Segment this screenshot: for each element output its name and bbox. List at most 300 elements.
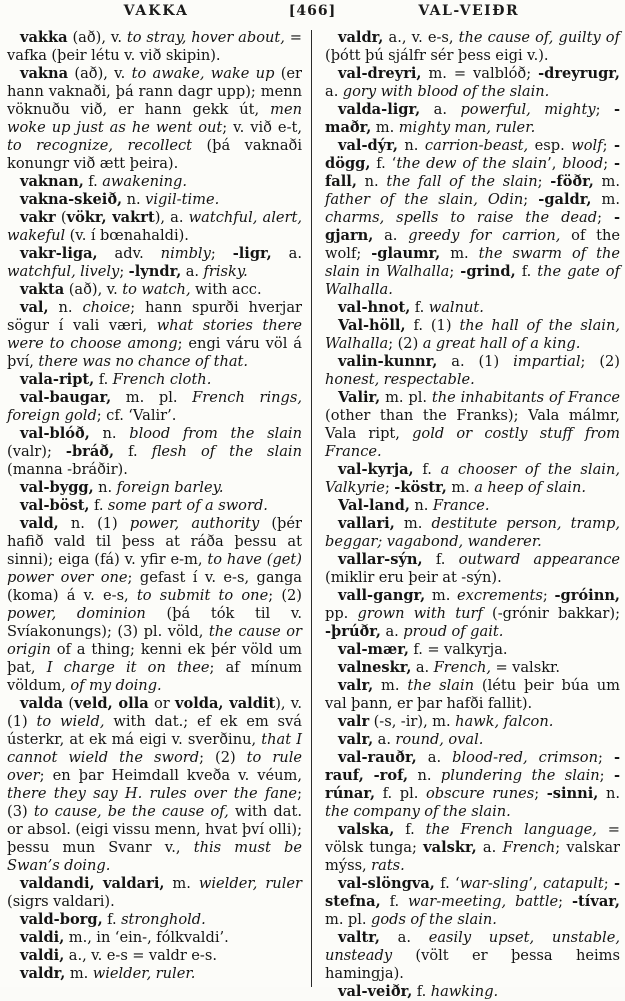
entry-segment: (miklir eru þeir at -sýn).: [325, 569, 502, 586]
entry-segment: with dat.; ef ek em svá ústerkr, at ek má eigi v. sverðinu,: [7, 713, 302, 748]
dictionary-entry: [7, 29, 302, 65]
dictionary-entry: [325, 875, 620, 929]
entry-segment: (manna -bráðir).: [7, 461, 128, 478]
entry-segment: f.: [423, 551, 459, 568]
entry-segment: valdandi, valdari,: [20, 875, 164, 892]
entry-segment: vigil-time.: [145, 191, 219, 208]
entry-segment: a chooser of the slain, Valkyrie: [325, 461, 620, 496]
entry-segment: m.: [371, 119, 398, 136]
entry-segment: m. pl.: [380, 389, 432, 406]
dictionary-entry: [325, 317, 620, 353]
text-columns: [0, 29, 625, 987]
entry-segment: pp.: [325, 605, 358, 622]
entry-segment: ; (2): [268, 587, 302, 604]
entry-segment: the swarm of the slain in Walhalla: [325, 245, 620, 280]
entry-segment: valdr,: [20, 965, 65, 982]
entry-segment: vakka: [20, 29, 68, 46]
dictionary-entry: [7, 911, 302, 929]
entry-segment: ), v. (1): [7, 695, 302, 730]
entry-segment: (völt er þessa heims hamingja).: [325, 947, 620, 982]
dictionary-entry: [325, 587, 620, 641]
entry-segment: m.: [594, 173, 620, 190]
entry-segment: (: [63, 695, 74, 712]
entry-segment: (valr);: [7, 443, 66, 460]
entry-segment: a.: [420, 101, 460, 118]
dictionary-entry: [7, 515, 302, 695]
entry-segment: France.: [433, 497, 490, 514]
entry-segment: ’,: [547, 155, 562, 172]
entry-segment: frisky.: [204, 263, 248, 280]
entry-segment: blood-red, crimson: [452, 749, 598, 766]
entry-segment: n.: [357, 173, 386, 190]
entry-segment: flesh of the slain: [152, 443, 302, 460]
entry-segment: a.: [417, 749, 452, 766]
entry-segment: ; v. við e-t,: [222, 119, 302, 136]
entry-segment: that I cannot wield the sword: [7, 731, 302, 766]
entry-segment: ;: [449, 263, 460, 280]
entry-segment: m. = valblóð;: [422, 65, 539, 82]
dictionary-entry: [325, 983, 620, 1001]
entry-segment: French,: [434, 659, 491, 676]
entry-segment: val-bygg,: [20, 479, 94, 496]
entry-segment: greedy for carrion,: [408, 227, 560, 244]
dictionary-entry: [7, 497, 302, 515]
entry-segment: choice: [82, 299, 130, 316]
entry-segment: val,: [20, 299, 49, 316]
dictionary-entry: [7, 479, 302, 497]
entry-segment: ;: [538, 173, 551, 190]
entry-segment: -maðr,: [325, 101, 620, 136]
entry-segment: ; af mínum völdum,: [7, 659, 302, 694]
entry-segment: stronghold.: [121, 911, 206, 928]
entry-segment: f.: [90, 497, 108, 514]
dictionary-entry: [325, 389, 620, 461]
entry-segment: a.: [373, 227, 408, 244]
entry-segment: valskr,: [423, 839, 477, 856]
entry-segment: a.: [272, 245, 302, 262]
dictionary-entry: [325, 929, 620, 983]
entry-segment: valdr,: [338, 29, 383, 46]
entry-segment: (þá vaknaði konungr við ætt þeira).: [7, 137, 302, 172]
entry-segment: val-dreyri,: [338, 65, 422, 82]
entry-segment: blood from the slain: [129, 425, 302, 442]
entry-segment: m.: [65, 965, 92, 982]
entry-segment: ;: [596, 101, 614, 118]
entry-segment: n.: [90, 425, 129, 442]
entry-segment: to rule over: [7, 749, 302, 784]
entry-segment: to have (get) power over one: [7, 551, 302, 586]
entry-segment: m. pl.: [325, 911, 371, 928]
entry-segment: m.: [440, 245, 478, 262]
entry-segment: (-grónir bakkar);: [483, 605, 620, 622]
dictionary-entry: [7, 929, 302, 947]
entry-segment: gold or costly stuff from France.: [325, 425, 620, 460]
entry-segment: f.: [114, 443, 152, 460]
entry-segment: = völsk tunga;: [325, 821, 620, 856]
entry-segment: vald,: [20, 515, 59, 532]
entry-segment: valr,: [338, 731, 373, 748]
dictionary-entry: [7, 389, 302, 425]
entry-segment: -dreyrugr,: [538, 65, 620, 82]
entry-segment: a.: [373, 731, 395, 748]
entry-segment: -bráð,: [66, 443, 114, 460]
column-right: [325, 29, 625, 987]
entry-segment: valtr,: [338, 929, 380, 946]
entry-segment: n. (1): [59, 515, 130, 532]
entry-segment: ;: [119, 263, 128, 280]
entry-segment: to cause, be the cause of,: [34, 803, 229, 820]
entry-segment: valneskr,: [338, 659, 411, 676]
entry-segment: (þér hafið vald til þess at ráða þessu at sinni); eiga (fá) v. yfir e-m,: [7, 515, 302, 568]
entry-segment: esp.: [528, 137, 571, 154]
entry-segment: f.: [414, 461, 441, 478]
entry-segment: m.: [164, 875, 198, 892]
entry-segment: French cloth.: [113, 371, 212, 388]
dictionary-entry: [7, 65, 302, 173]
entry-segment: vald-borg,: [20, 911, 103, 928]
dictionary-entry: [325, 299, 620, 317]
entry-segment: m.: [373, 677, 407, 694]
entry-segment: f.: [94, 371, 112, 388]
dictionary-entry: [325, 101, 620, 137]
entry-segment: plundering the slain: [441, 767, 600, 784]
entry-segment: ;: [543, 587, 555, 604]
entry-segment: a heep of slain.: [474, 479, 586, 496]
entry-segment: awakening.: [102, 173, 187, 190]
entry-segment: walnut.: [429, 299, 484, 316]
entry-segment: there they say H. rules over the fane: [7, 785, 297, 802]
dictionary-entry: [325, 749, 620, 821]
entry-segment: to submit to one: [137, 587, 268, 604]
entry-segment: m.: [591, 191, 620, 208]
entry-segment: the gate of Walhalla.: [325, 263, 620, 298]
dictionary-entry: [325, 461, 620, 497]
entry-segment: blood: [562, 155, 603, 172]
entry-segment: f.: [381, 893, 408, 910]
entry-segment: excrements: [457, 587, 543, 604]
entry-segment: valska,: [338, 821, 394, 838]
entry-segment: f.: [516, 263, 538, 280]
entry-segment: val-veiðr,: [338, 983, 412, 1000]
entry-segment: a., v. e-s = valdr e-s.: [64, 947, 217, 964]
entry-segment: easily upset, unstable, unsteady: [325, 929, 620, 964]
entry-segment: with dat. or absol. (eigi vissu menn, hvat því olli); þessu mun Svanr v.,: [7, 803, 302, 856]
entry-segment: -þrúðr,: [325, 623, 381, 640]
entry-segment: -sinni,: [547, 785, 599, 802]
entry-segment: (þá tók til v. Svíakonungs); (3) pl. völd,: [7, 605, 302, 640]
entry-segment: vallari,: [338, 515, 395, 532]
dictionary-entry: [325, 515, 620, 551]
entry-segment: outward appearance: [459, 551, 620, 568]
dictionary-entry: [325, 641, 620, 659]
entry-segment: of my doing.: [70, 677, 161, 694]
entry-segment: -grind,: [460, 263, 515, 280]
column-left: [7, 29, 310, 987]
entry-segment: f. pl.: [375, 785, 426, 802]
entry-segment: a.: [411, 659, 433, 676]
entry-segment: ; valskar mýss,: [325, 839, 620, 874]
entry-segment: war-meeting, battle: [408, 893, 558, 910]
entry-segment: veld, olla: [74, 695, 149, 712]
entry-segment: a.: [381, 623, 403, 640]
entry-segment: ;: [523, 191, 538, 208]
entry-segment: obscure runes: [426, 785, 534, 802]
entry-segment: (v. í bœnahaldi).: [65, 227, 189, 244]
entry-segment: to wield,: [37, 713, 105, 730]
entry-segment: the dew of the slain: [396, 155, 547, 172]
entry-segment: of the wolf;: [325, 227, 620, 262]
entry-segment: -rauf, -rof,: [325, 749, 620, 784]
dictionary-entry: [7, 299, 302, 371]
entry-segment: power, dominion: [7, 605, 146, 622]
dictionary-entry: [325, 353, 620, 389]
entry-segment: vall-gangr,: [338, 587, 425, 604]
entry-segment: the French language,: [426, 821, 597, 838]
entry-segment: ;: [604, 875, 614, 892]
entry-segment: men woke up just as he went out: [7, 101, 302, 136]
running-head-left: VAKKA: [0, 3, 313, 19]
entry-segment: (sigrs valdari).: [7, 893, 115, 910]
entry-segment: vala-ript,: [20, 371, 94, 388]
entry-segment: f.: [84, 173, 102, 190]
entry-segment: f.: [103, 911, 121, 928]
dictionary-entry: [7, 965, 302, 983]
entry-segment: ;: [600, 767, 614, 784]
entry-segment: ; (3): [7, 785, 302, 820]
running-head: [0, 0, 625, 29]
dictionary-entry: [325, 821, 620, 875]
entry-segment: val-slöngva,: [338, 875, 435, 892]
entry-segment: volda, valdit: [175, 695, 275, 712]
dictionary-entry: [325, 659, 620, 677]
entry-segment: ’,: [528, 875, 543, 892]
entry-segment: -tívar,: [572, 893, 620, 910]
entry-segment: round, oval.: [395, 731, 483, 748]
dictionary-entry: [7, 191, 302, 209]
entry-segment: -gróinn,: [554, 587, 620, 604]
entry-segment: vakta: [20, 281, 64, 298]
entry-segment: (other than the Franks); Vala málmr, Vala ript,: [325, 407, 620, 442]
entry-segment: f. ‘: [370, 155, 396, 172]
dictionary-entry: [325, 29, 620, 65]
entry-segment: to watch,: [122, 281, 190, 298]
dictionary-entry: [325, 65, 620, 101]
entry-segment: French rings, foreign gold: [7, 389, 302, 424]
entry-segment: (: [56, 209, 67, 226]
entry-segment: f. = valkyrja.: [409, 641, 508, 658]
entry-segment: this must be Swan’s doing.: [7, 839, 302, 874]
entry-segment: m.: [425, 587, 457, 604]
entry-segment: -ligr,: [233, 245, 272, 262]
entry-segment: the fall of the slain: [386, 173, 537, 190]
page-number: [466]: [289, 3, 336, 19]
entry-segment: the cause of, guilty of: [459, 29, 620, 46]
running-head-right: VAL-VEIÐR: [313, 3, 625, 19]
dictionary-entry: [325, 497, 620, 515]
dictionary-entry: [325, 677, 620, 713]
entry-segment: ;: [598, 749, 614, 766]
entry-segment: a.: [477, 839, 503, 856]
entry-segment: valr,: [338, 677, 373, 694]
entry-segment: vaknan,: [20, 173, 84, 190]
entry-segment: or: [149, 695, 175, 712]
entry-segment: of a thing; kenni ek þér völd um þat,: [7, 641, 302, 676]
entry-segment: power, authority: [130, 515, 259, 532]
entry-segment: m.: [395, 515, 432, 532]
entry-segment: ; hann spurði hverjar sögur í vali væri,: [7, 299, 302, 334]
entry-segment: proud of gait.: [403, 623, 503, 640]
entry-segment: a.: [181, 263, 203, 280]
entry-segment: the slain: [407, 677, 474, 694]
entry-segment: ;: [603, 137, 614, 154]
entry-segment: ;: [534, 785, 546, 802]
entry-segment: ;: [558, 893, 572, 910]
entry-segment: to awake, wake up: [132, 65, 275, 82]
entry-segment: mighty man, ruler.: [399, 119, 536, 136]
entry-segment: vakna: [20, 65, 68, 82]
entry-segment: ; gefast í v. e-s, ganga (koma) á v. e-s,: [7, 569, 302, 604]
entry-segment: carrion-beast,: [425, 137, 528, 154]
entry-segment: = vafka (þeir létu v. við skipin).: [7, 29, 302, 64]
entry-segment: wolf: [571, 137, 602, 154]
entry-segment: -dögg,: [325, 137, 620, 172]
entry-segment: watchful, alert, wakeful: [7, 209, 302, 244]
entry-segment: ; (2): [199, 749, 247, 766]
dictionary-entry: [7, 245, 302, 281]
entry-segment: valdi,: [20, 947, 64, 964]
entry-segment: val-mær,: [338, 641, 409, 658]
entry-segment: grown with turf: [358, 605, 483, 622]
entry-segment: ;: [597, 209, 614, 226]
dictionary-entry: [325, 551, 620, 587]
entry-segment: -stefna,: [325, 875, 620, 910]
entry-segment: destitute person, tramp, beggar; vagabond, wanderer.: [325, 515, 620, 550]
entry-segment: ), a.: [155, 209, 189, 226]
entry-segment: to recognize, recollect: [7, 137, 192, 154]
entry-segment: wielder, ruler.: [93, 965, 196, 982]
entry-segment: a.: [325, 83, 343, 100]
entry-segment: = valskr.: [491, 659, 560, 676]
entry-segment: the inhabitants of France: [432, 389, 620, 406]
entry-segment: valin-kunnr,: [338, 353, 437, 370]
entry-segment: Val-land,: [338, 497, 410, 514]
entry-segment: n.: [49, 299, 83, 316]
entry-segment: val-baugar,: [20, 389, 111, 406]
dictionary-entry: [325, 137, 620, 299]
entry-segment: gory with blood of the slain.: [343, 83, 550, 100]
entry-segment: rats.: [371, 857, 405, 874]
entry-segment: -galdr,: [538, 191, 591, 208]
dictionary-entry: [7, 875, 302, 911]
entry-segment: (að), v.: [68, 65, 131, 82]
entry-segment: wielder, ruler: [199, 875, 302, 892]
entry-segment: impartial: [513, 353, 580, 370]
entry-segment: -lyndr,: [129, 263, 182, 280]
entry-segment: French: [503, 839, 556, 856]
entry-segment: n.: [410, 497, 433, 514]
entry-segment: ; en þar Heimdall kveða v. véum,: [40, 767, 302, 784]
entry-segment: val-blóð,: [20, 425, 90, 442]
entry-segment: (að), v.: [68, 29, 127, 46]
entry-segment: watchful, lively: [7, 263, 119, 280]
entry-segment: ; (2): [581, 353, 621, 370]
dictionary-entry: [7, 695, 302, 875]
dictionary-entry: [7, 947, 302, 965]
entry-segment: valdi,: [20, 929, 64, 946]
entry-segment: hawk, falcon.: [455, 713, 553, 730]
entry-segment: f. (1): [406, 317, 460, 334]
entry-segment: (-s, -ir), m.: [369, 713, 455, 730]
entry-segment: war-sling: [460, 875, 529, 892]
entry-segment: n.: [122, 191, 145, 208]
dictionary-entry: [7, 209, 302, 245]
entry-segment: val-dýr,: [338, 137, 398, 154]
entry-segment: -fall,: [325, 155, 620, 190]
entry-segment: vakr: [20, 209, 56, 226]
entry-segment: a. (1): [437, 353, 513, 370]
entry-segment: n.: [398, 137, 425, 154]
entry-segment: to stray, hover about,: [127, 29, 285, 46]
entry-segment: a.: [380, 929, 429, 946]
entry-segment: vökr, vakrt: [67, 209, 155, 226]
entry-segment: ;: [211, 245, 233, 262]
entry-segment: n.: [408, 767, 441, 784]
entry-segment: valr: [338, 713, 369, 730]
entry-segment: the cause or origin: [7, 623, 302, 658]
entry-segment: f.: [412, 983, 430, 1000]
entry-segment: valda-ligr,: [338, 101, 420, 118]
entry-segment: ;: [385, 479, 394, 496]
entry-segment: Val-höll,: [338, 317, 406, 334]
entry-segment: the hall of the slain, Walhalla: [325, 317, 620, 352]
entry-segment: f.: [410, 299, 428, 316]
entry-segment: a great hall of a king.: [423, 335, 581, 352]
entry-segment: nimbly: [161, 245, 211, 262]
entry-segment: honest, respectable.: [325, 371, 475, 388]
entry-segment: (að), v.: [64, 281, 122, 298]
dictionary-entry: [7, 425, 302, 479]
entry-segment: (létu þeir búa um val þann, er þar hafði fallit).: [325, 677, 620, 712]
entry-segment: n.: [598, 785, 620, 802]
entry-segment: (þótt þú sjálfr sér þess eigi v.).: [325, 47, 549, 64]
entry-segment: Valir,: [338, 389, 380, 406]
entry-segment: the company of the slain.: [325, 803, 511, 820]
entry-segment: with acc.: [191, 281, 262, 298]
entry-segment: val-böst,: [20, 497, 90, 514]
entry-segment: f.: [394, 821, 425, 838]
entry-segment: (er hann vaknaði, þá rann dagr upp); menn vöknuðu við, er hann gekk út,: [7, 65, 302, 118]
entry-segment: hawking.: [431, 983, 498, 1000]
entry-segment: val-kyrja,: [338, 461, 414, 478]
dictionary-entry: [325, 731, 620, 749]
entry-segment: some part of a sword.: [108, 497, 268, 514]
entry-segment: ; engi váru völ á því,: [7, 335, 302, 370]
entry-segment: f. ‘: [435, 875, 460, 892]
dictionary-entry: [325, 713, 620, 731]
entry-segment: ; cf. ‘Valir’.: [97, 407, 177, 424]
entry-segment: powerful, mighty: [460, 101, 595, 118]
entry-segment: father of the slain, Odin: [325, 191, 523, 208]
entry-segment: I charge it on thee: [47, 659, 210, 676]
dictionary-entry: [7, 173, 302, 191]
entry-segment: n.: [94, 479, 117, 496]
entry-segment: adv.: [98, 245, 161, 262]
entry-segment: vakr-liga,: [20, 245, 98, 262]
entry-segment: val-rauðr,: [338, 749, 417, 766]
entry-segment: -föðr,: [550, 173, 594, 190]
entry-segment: vallar-sýn,: [338, 551, 423, 568]
entry-segment: foreign barley.: [117, 479, 224, 496]
